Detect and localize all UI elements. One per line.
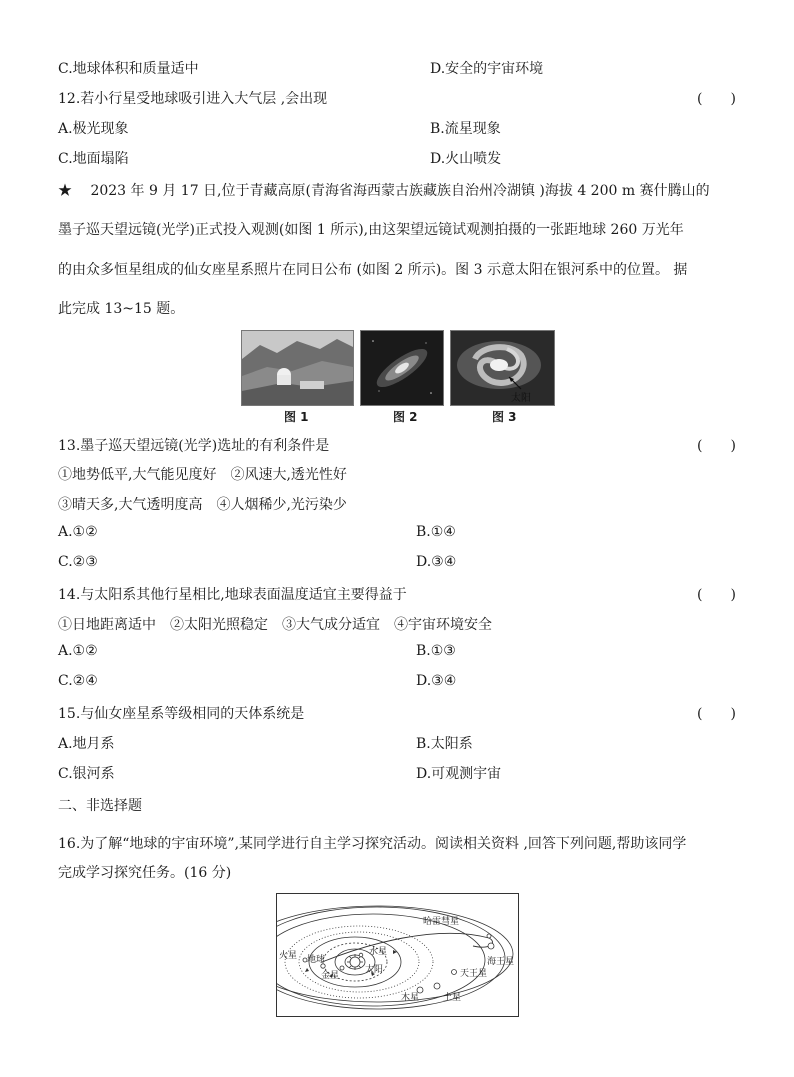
diagram-label-earth: 地球 [307, 955, 326, 965]
q15-stem: 15.与仙女座星系等级相同的天体系统是 [58, 706, 305, 722]
q13-items-2: ③晴天多,大气透明度高 ④人烟稀少,光污染少 [58, 497, 347, 513]
q12-option-c: C.地面塌陷 [58, 151, 129, 167]
section-2-title: 二、非选择题 [58, 798, 142, 814]
figure-1-caption: 图 1 [284, 410, 309, 424]
q14-items: ①日地距离适中 ②太阳光照稳定 ③大气成分适宜 ④宇宙环境安全 [58, 617, 492, 633]
q14-option-d: D.③④ [416, 673, 457, 689]
q14-answer-paren: ( ) [697, 587, 736, 603]
q13-answer-paren: ( ) [697, 438, 736, 454]
q12-option-b: B.流星现象 [430, 121, 501, 137]
figure-2-galaxy-photo [360, 330, 444, 406]
q14-option-b: B.①③ [416, 643, 456, 659]
material-line-2: 墨子巡天望远镜(光学)正式投入观测(如图 1 所示),由这架望远镜试观测拍摄的一张距地球 260 万光年 [58, 222, 684, 238]
diagram-label-mars: 火星 [279, 951, 298, 961]
q15-option-b: B.太阳系 [416, 736, 473, 752]
q13-option-a: A.①② [58, 524, 98, 540]
diagram-label-jupiter: 木星 [401, 993, 420, 1003]
diagram-label-sun: 太阳 [365, 965, 384, 975]
q13-items-1: ①地势低平,大气能见度好 ②风速大,透光性好 [58, 467, 347, 483]
q14-option-a: A.①② [58, 643, 98, 659]
star-marker: ★ [58, 183, 72, 199]
figure-3-milky-way [450, 330, 555, 406]
q12-stem: 12.若小行星受地球吸引进入大气层 ,会出现 [58, 91, 328, 107]
q12-option-a: A.极光现象 [58, 121, 129, 137]
q11-option-d: D.安全的宇宙环境 [430, 61, 544, 77]
diagram-label-uranus: 天王星 [460, 969, 488, 979]
diagram-label-mercury: 水星 [369, 947, 388, 957]
q13-option-c: C.②③ [58, 554, 98, 570]
q14-option-c: C.②④ [58, 673, 98, 689]
figure-1-telescope-photo [241, 330, 354, 406]
q15-option-c: C.银河系 [58, 766, 115, 782]
diagram-label-saturn: 土星 [443, 993, 462, 1003]
material-line-1 [58, 180, 710, 200]
q15-answer-paren: ( ) [697, 706, 736, 722]
figure-3-sun-label: 太阳 [511, 393, 531, 404]
diagram-label-venus: 金星 [321, 971, 340, 981]
diagram-label-comet: 哈雷彗星 [423, 917, 460, 927]
material-line-4: 此完成 13~15 题。 [58, 301, 185, 317]
q12-answer-paren: ( ) [697, 91, 736, 107]
material-line-3: 的由众多恒星组成的仙女座星系照片在同日公布 (如图 2 所示)。图 3 示意太阳在银河系中的位置。 据 [58, 262, 688, 278]
q12-option-d: D.火山喷发 [430, 151, 502, 167]
diagram-label-neptune: 海王星 [487, 957, 515, 967]
q13-option-d: D.③④ [416, 554, 457, 570]
q13-option-b: B.①④ [416, 524, 456, 540]
q14-stem: 14.与太阳系其他行星相比,地球表面温度适宜主要得益于 [58, 587, 407, 603]
q16-line-1: 16.为了解“地球的宇宙环境”,某同学进行自主学习探究活动。阅读相关资料 ,回答下列问题,帮助该同学 [58, 836, 687, 852]
figure-2-caption: 图 2 [393, 410, 418, 424]
q15-option-a: A.地月系 [58, 736, 115, 752]
figure-3-caption: 图 3 [492, 410, 517, 424]
solar-system-diagram [276, 893, 519, 1017]
q16-line-2: 完成学习探究任务。(16 分) [58, 865, 232, 881]
q11-option-c: C.地球体积和质量适中 [58, 61, 199, 77]
material-text-1: 2023 年 9 月 17 日,位于青藏高原(青海省海西蒙古族藏族自治州冷湖镇 )海拔 4 200 m 赛什腾山的 [76, 183, 710, 199]
q13-stem: 13.墨子巡天望远镜(光学)选址的有利条件是 [58, 438, 330, 454]
q15-option-d: D.可观测宇宙 [416, 766, 502, 782]
